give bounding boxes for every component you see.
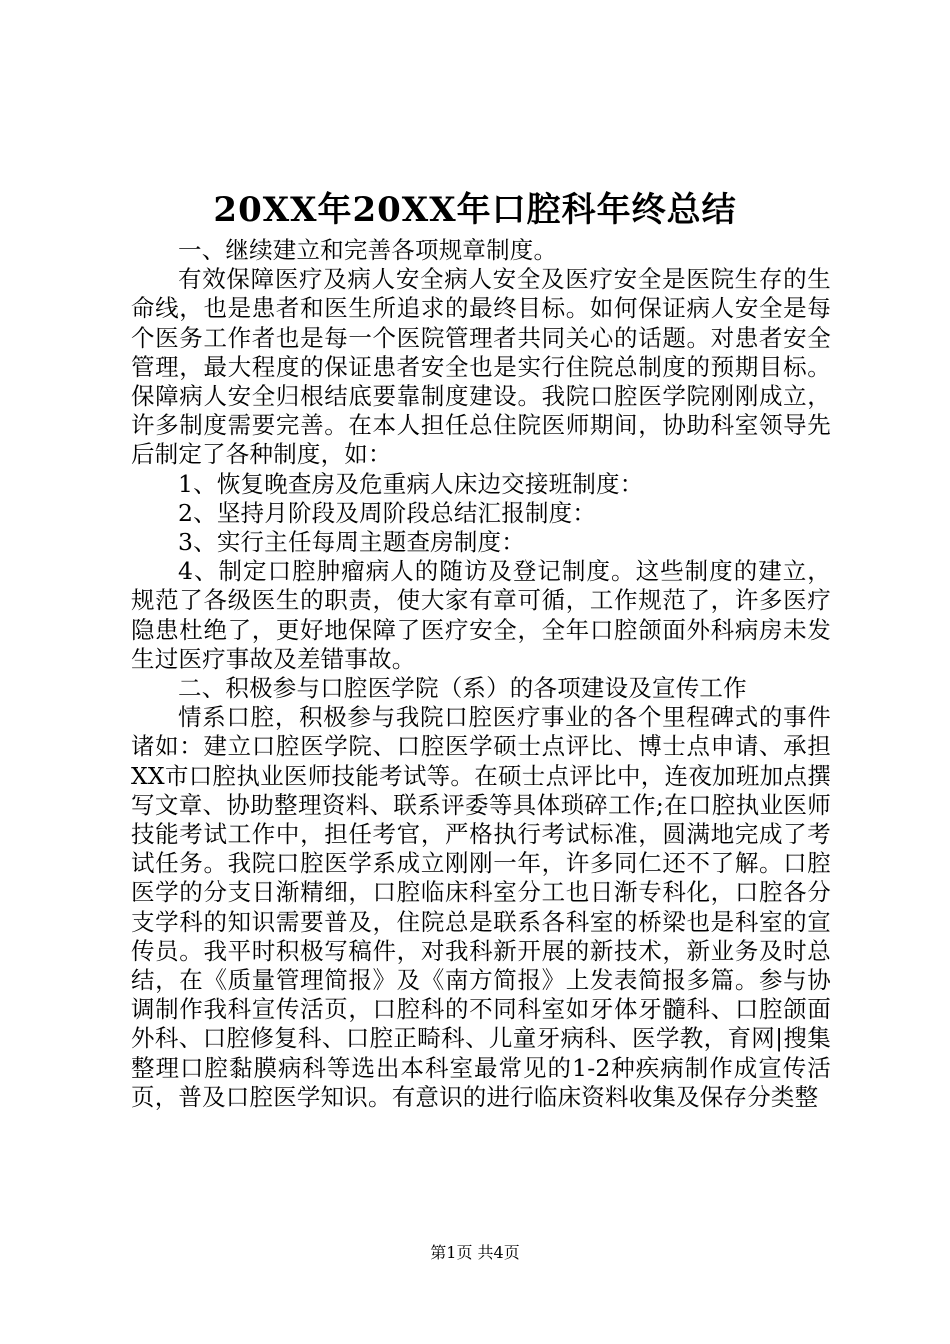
list-item-2: 2、坚持月阶段及周阶段总结汇报制度： — [178, 498, 597, 527]
paragraph-construction: 情系口腔，积极参与我院口腔医疗事业的各个里程碑式的事件诸如：建立口腔医学院、口腔医学硕士点评比、博士点申请、承担XX市口腔执业医师技能考试等。在硕士点评比中，连夜加班加点撰写文章、协助整理资料、联系评委等具体琐碎工作;在口腔执业医师技能考试工作中，担任考官，严格执行考试标准，圆满地完成了考试任务。我院口腔医学系成立刚刚一年，许多同仁还不了解。口腔医学的分支日渐精细，口腔临床科室分工也日渐专科化，口腔各分支学科的知识需要普及，住院总是联系各科室的桥梁也是科室的宣传员。我平时积极写稿件，对我科新开展的新技术，新业务及时总结，在《质量管理简报》及《南方简报》上发表简报多篇。参与协调制作我科宣传活页，口腔科的不同科室如牙体牙髓科、口腔颌面外科、口腔修复科、口腔正畸科、儿童牙病科、医学教，育网|搜集整理口腔黏膜病科等选出本科室最常见的1-2种疾病制作成宣传活页，普及口腔医学知识。有意识的进行临床资料收集及保存分类整 — [131, 703, 831, 1111]
document-body — [131, 236, 831, 1112]
page-number: 第1页 共4页 — [430, 1243, 520, 1262]
document-title: 20XX年20XX年口腔科年终总结 — [213, 190, 737, 230]
section-heading-1: 一、继续建立和完善各项规章制度。 — [178, 236, 558, 264]
list-item-1: 1、恢复晚查房及危重病人床边交接班制度： — [178, 469, 644, 498]
list-item-4: 4、制定口腔肿瘤病人的随访及登记制度。这些制度的建立，规范了各级医生的职责，使大家有章可循，工作规范了，许多医疗隐患杜绝了，更好地保障了医疗安全，全年口腔颌面外科病房未发生过医疗事故及差错事故。 — [131, 557, 831, 673]
section-heading-2: 二、积极参与口腔医学院（系）的各项建设及宣传工作 — [178, 674, 747, 703]
paragraph-safety: 有效保障医疗及病人安全病人安全及医疗安全是医院生存的生命线，也是患者和医生所追求的最终目标。如何保证病人安全是每个医务工作者也是每一个医院管理者共同关心的话题。对患者安全管理，最大程度的保证患者安全也是实行住院总制度的预期目标。保障病人安全归根结底要靠制度建设。我院口腔医学院刚刚成立，许多制度需要完善。在本人担任总住院医师期间，协助科室领导先后制定了各种制度，如： — [131, 265, 831, 469]
list-item-3: 3、实行主任每周主题查房制度： — [178, 528, 525, 557]
